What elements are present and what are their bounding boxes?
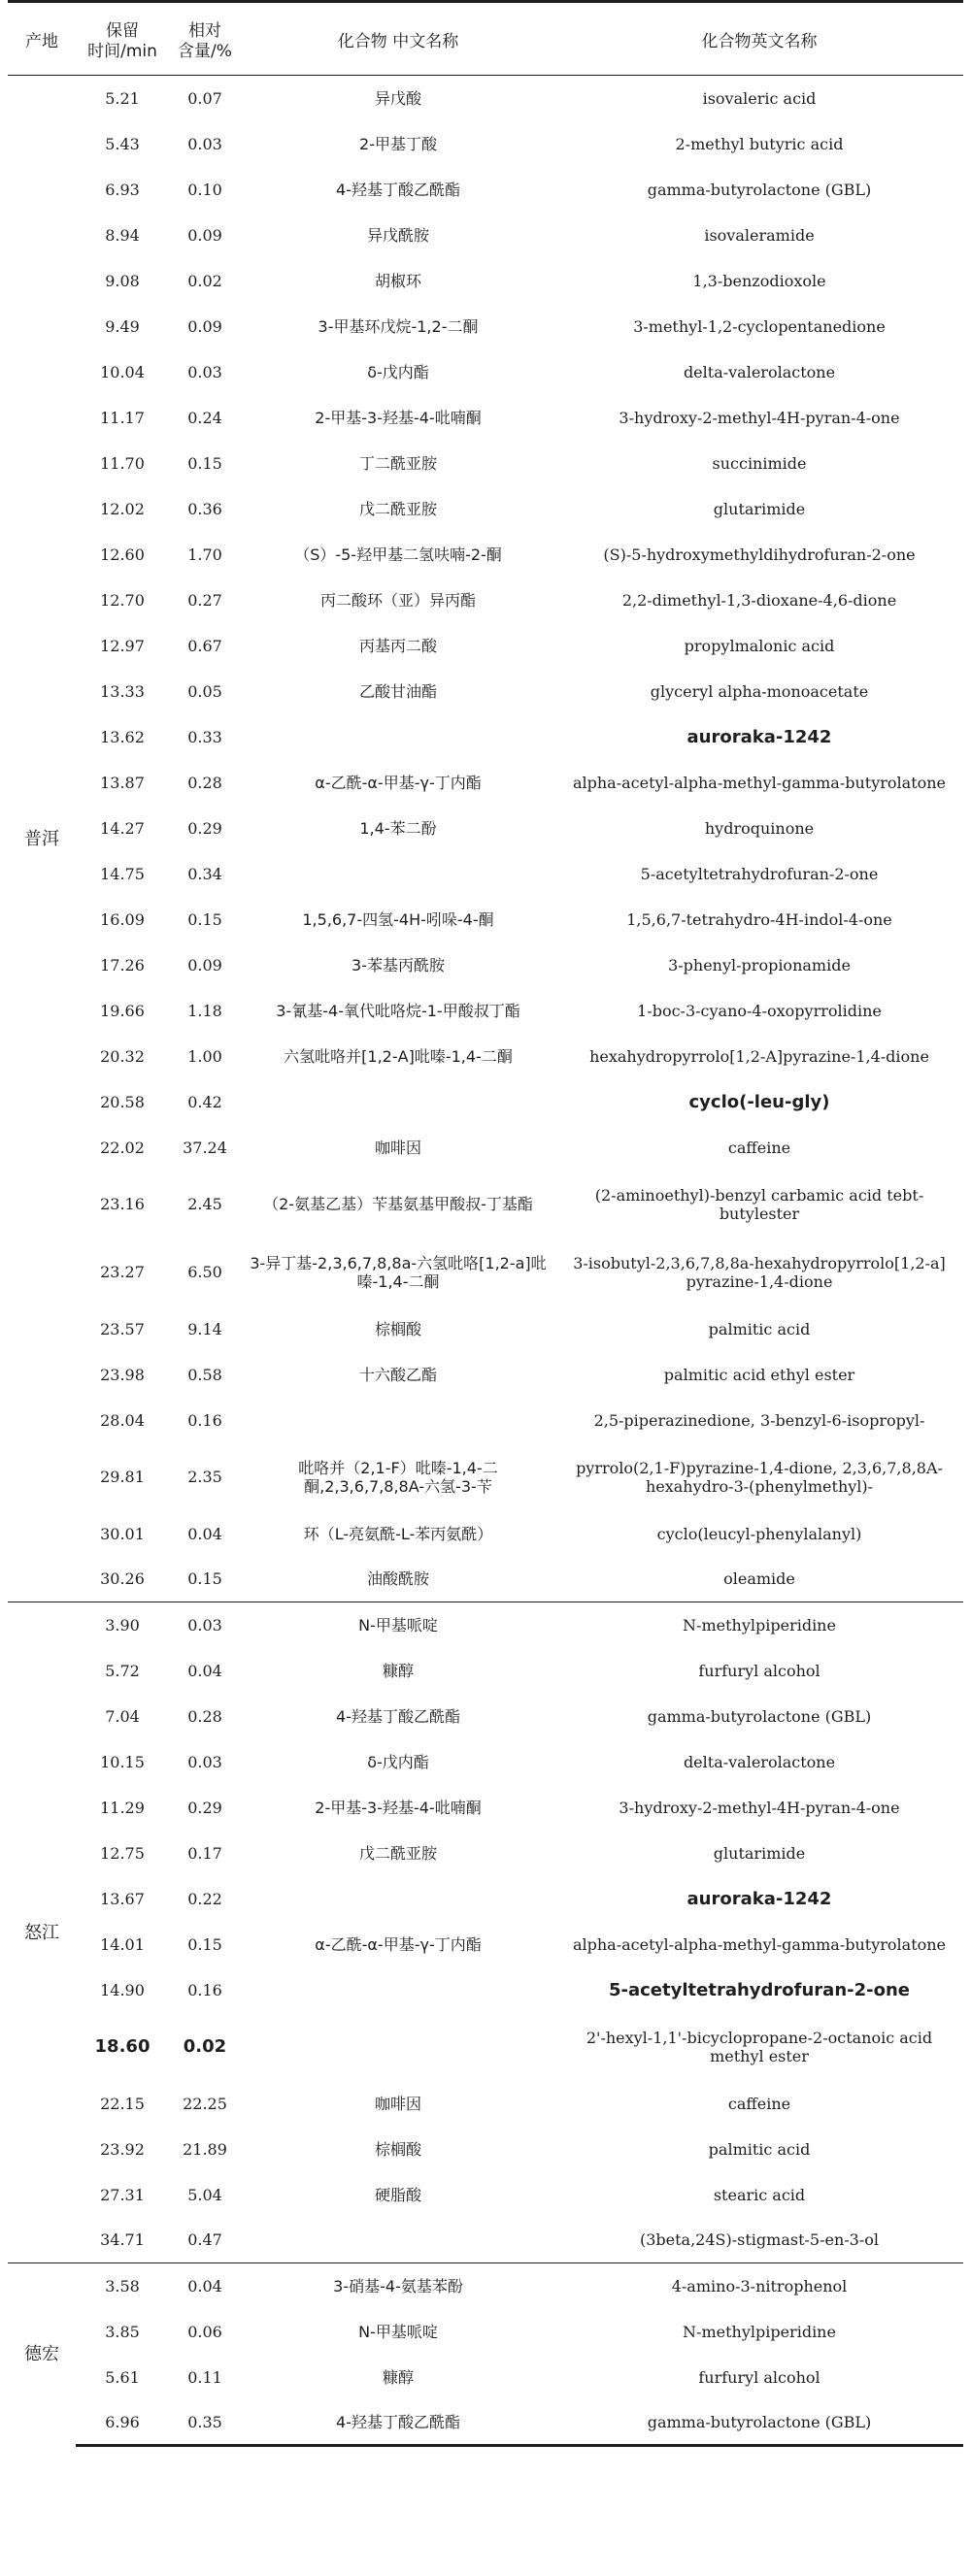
relative-content-cell: 21.89 [183,2139,227,2159]
table-row [8,1306,963,1352]
chinese-name-cell: （2-氨基乙基）苄基氨基甲酸叔-丁基酯 [263,1195,533,1213]
table-row [8,2127,963,2172]
table-row [8,1557,963,1602]
chinese-name-cell: 棕榈酸 [374,1319,421,1338]
relative-content-cell: 0.33 [187,727,222,746]
relative-content-cell: 0.03 [187,1752,222,1771]
chinese-name-cell: 4-羟基丁酸乙酰酯 [336,1706,460,1726]
chinese-name-cell [241,2013,555,2081]
retention-time-cell: 22.02 [100,1138,145,1157]
retention-time-cell: 30.26 [100,1569,145,1589]
english-name-cell: stearic acid [713,2185,806,2204]
retention-time-cell: 3.85 [105,2322,140,2341]
english-name-cell: propylmalonic acid [684,636,835,655]
table-row [8,988,963,1034]
chinese-name-cell: 戊二酰亚胺 [358,1843,437,1863]
header-origin: 产地 [8,9,76,76]
retention-time-cell: 14.90 [100,1980,145,1999]
retention-time-cell: 30.01 [100,1524,145,1543]
chinese-name-cell: 油酸酰胺 [366,1569,429,1589]
english-name-cell: (3beta,24S)-stigmast-5-en-3-ol [639,2230,879,2250]
retention-time-cell: 14.01 [100,1934,145,1954]
retention-time-cell: 13.62 [100,727,145,746]
relative-content-cell: 0.47 [187,2230,222,2250]
table-body [8,76,963,2446]
origin-cell: 怒江 [8,1602,76,2263]
table-row [8,578,963,623]
retention-time-cell: 14.75 [100,864,145,883]
relative-content-cell: 0.02 [183,2036,227,2057]
english-name-cell: auroraka-1242 [686,1888,832,1909]
header-relative-content: 相对 含量/% [169,9,241,76]
english-name-cell: hydroquinone [704,818,815,838]
retention-time-cell: 5.72 [105,1661,140,1680]
relative-content-cell: 0.24 [187,408,222,427]
origin-cell: 德宏 [8,2263,76,2446]
chinese-name-cell: 1,4-苯二酚 [359,818,437,838]
chinese-name-cell: 棕榈酸 [374,2139,421,2159]
chinese-name-cell: 3-硝基-4-氨基苯酚 [241,2263,555,2309]
retention-time-cell: 11.29 [100,1798,145,1817]
retention-time-cell: 7.04 [105,1706,140,1726]
retention-time-cell: 28.04 [100,1410,145,1430]
table-row [8,623,963,669]
chinese-name-cell: 3-苯基丙酰胺 [352,955,445,974]
relative-content-cell: 0.29 [187,818,222,838]
retention-time-cell: 19.66 [100,1001,145,1020]
relative-content-cell: 2.35 [187,1468,222,1486]
chinese-name-cell: 糠醇 [382,2367,414,2387]
table-row [8,258,963,304]
relative-content-cell: 0.09 [187,225,222,245]
english-name-cell: (S)-5-hydroxymethyldihydrofuran-2-one [603,545,916,564]
table-row [8,167,963,213]
retention-time-cell: 10.04 [100,362,145,381]
english-name-cell: delta-valerolactone [683,362,836,381]
english-name-cell: hexahydropyrrolo[1,2-A]pyrazine-1,4-dione [589,1046,929,1066]
retention-time-cell: 10.15 [100,1752,145,1771]
compound-table [8,0,963,2447]
english-name-cell: glutarimide [713,499,806,518]
relative-content-cell: 0.28 [187,773,222,792]
retention-time-cell: 5.43 [105,134,140,153]
retention-time-cell: 23.27 [100,1263,145,1281]
table-row [8,532,963,578]
relative-content-cell: 0.16 [187,1980,222,1999]
relative-content-cell: 0.02 [187,271,222,290]
relative-content-cell: 0.04 [169,2263,241,2309]
table-row [8,1511,963,1557]
english-name-cell: (2-aminoethyl)-benzyl carbamic acid tebt-butylester [594,1185,924,1223]
relative-content-cell: 0.05 [187,681,222,701]
chinese-name-cell: 环（L-亮氨酰-L-苯丙氨酰） [303,1524,493,1543]
relative-content-cell: 0.22 [187,1889,222,1908]
chinese-name-cell: N-甲基哌啶 [358,2322,438,2341]
retention-time-cell: 27.31 [100,2185,145,2204]
english-name-cell: alpha-acetyl-alpha-methyl-gamma-butyrolatone [572,773,947,792]
retention-time-cell: 5.61 [105,2367,140,2387]
retention-time-cell: 22.15 [100,2094,145,2113]
origin-cell: 普洱 [24,828,59,849]
chinese-name-cell: 4-羟基丁酸乙酰酯 [336,180,460,199]
retention-time-cell: 18.60 [94,2036,151,2057]
english-name-cell: furfuryl alcohol [698,1661,820,1680]
chinese-name-cell: N-甲基哌啶 [241,1602,555,1648]
chinese-name-cell: 咖啡因 [374,1138,421,1157]
relative-content-cell: 0.17 [187,1843,222,1863]
chinese-name-cell: （S）-5-羟甲基二氢呋喃-2-酮 [294,545,502,564]
retention-time-cell: 23.98 [100,1365,145,1384]
retention-time-cell: 34.71 [100,2230,145,2250]
english-name-cell: oleamide [723,1569,795,1589]
chinese-name-cell: 2-甲基丁酸 [359,134,437,153]
relative-content-cell: 0.15 [187,1934,222,1954]
retention-time-cell: 23.16 [100,1195,145,1213]
chinese-name-cell [241,1967,555,2013]
relative-content-cell: 0.27 [187,590,222,610]
retention-time-cell: 12.70 [100,590,145,610]
retention-time-cell: 12.97 [100,636,145,655]
chinese-name-cell: 4-羟基丁酸乙酰酯 [241,2400,555,2446]
english-name-cell: 1,3-benzodioxole [692,271,826,290]
table-row [8,486,963,532]
relative-content-cell: 0.04 [187,1661,222,1680]
relative-content-cell: 0.03 [169,1602,241,1648]
chinese-name-cell [241,1079,555,1125]
english-name-cell: 5-acetyltetrahydrofuran-2-one [609,1979,910,2000]
relative-content-cell: 0.09 [187,316,222,336]
retention-time-cell: 23.57 [100,1319,145,1338]
chinese-name-cell [241,1398,555,1443]
table-row [8,304,963,349]
relative-content-cell: 0.09 [187,955,222,974]
relative-content-cell: 22.25 [183,2094,227,2113]
chinese-name-cell: 胡椒环 [374,271,421,290]
chinese-name-cell: 丁二酰亚胺 [358,453,437,473]
chinese-name-cell: 吡咯并（2,1-F）吡嗪-1,4-二酮,2,3,6,7,8,8A-六氢-3-苄 [298,1458,498,1496]
relative-content-cell: 5.04 [187,2185,222,2204]
relative-content-cell: 0.42 [187,1092,222,1111]
table-row [8,1238,963,1306]
relative-content-cell: 0.03 [187,362,222,381]
english-name-cell: glutarimide [713,1843,806,1863]
table-row [8,669,963,714]
table-row [8,760,963,806]
table-row [8,806,963,851]
relative-content-cell: 37.24 [183,1138,227,1157]
english-name-cell: succinimide [712,453,807,473]
relative-content-cell: 0.03 [187,134,222,153]
relative-content-cell: 1.18 [187,1001,222,1020]
chinese-name-cell: 糠醇 [382,1661,414,1680]
table-row [8,2218,963,2263]
table-row [8,1034,963,1079]
chinese-name-cell: 异戊酸 [374,88,421,108]
english-name-cell: 2-methyl butyric acid [675,134,844,153]
table-row [8,1443,963,1511]
retention-time-cell: 8.94 [105,225,140,245]
english-name-cell: 2'-hexyl-1,1'-bicyclopropane-2-octanoic acid methyl ester [586,2028,933,2065]
chinese-name-cell: 硬脂酸 [374,2185,421,2204]
table-row [8,1648,963,1694]
table-row [8,213,963,258]
english-name-cell: furfuryl alcohol [698,2367,820,2387]
table-row [8,942,963,988]
table-row [8,2081,963,2127]
retention-time-cell: 6.96 [76,2400,169,2446]
relative-content-cell: 0.35 [169,2400,241,2446]
relative-content-cell: 6.50 [187,1263,222,1281]
english-name-cell: caffeine [727,1138,791,1157]
english-name-cell: palmitic acid [708,1319,811,1338]
relative-content-cell: 0.16 [187,1410,222,1430]
chinese-name-cell [241,2218,555,2263]
chinese-name-cell: 乙酸甘油酯 [358,681,437,701]
english-name-cell: pyrrolo(2,1-F)pyrazine-1,4-dione, 2,3,6,7,8,8A-hexahydro-3-(phenylmethyl)- [576,1458,943,1496]
chinese-name-cell: 丙二酸环（亚）异丙酯 [319,590,476,610]
retention-time-cell: 12.75 [100,1843,145,1863]
table-row [8,851,963,897]
table-row [8,2400,963,2446]
relative-content-cell: 0.58 [187,1365,222,1384]
retention-time-cell: 13.87 [100,773,145,792]
table-row [8,2263,963,2309]
retention-time-cell: 3.58 [76,2263,169,2309]
english-name-cell: 1-boc-3-cyano-4-oxopyrrolidine [637,1001,882,1020]
english-name-cell: 2,5-piperazinedione, 3-benzyl-6-isopropyl- [593,1410,925,1430]
retention-time-cell: 13.67 [100,1889,145,1908]
table-row [8,1398,963,1443]
table-row [8,897,963,942]
chinese-name-cell: 戊二酰亚胺 [358,499,437,518]
table-row [8,1694,963,1739]
chinese-name-cell: 十六酸乙酯 [358,1365,437,1384]
chinese-name-cell: 2-甲基-3-羟基-4-吡喃酮 [315,1798,482,1817]
english-name-cell: 3-phenyl-propionamide [668,955,851,974]
retention-time-cell: 17.26 [100,955,145,974]
chinese-name-cell: 咖啡因 [374,2094,421,2113]
table-row [8,2172,963,2218]
relative-content-cell: 0.29 [187,1798,222,1817]
table-row [8,1739,963,1785]
relative-content-cell: 0.11 [187,2367,222,2387]
english-name-cell: cyclo(leucyl-phenylalanyl) [656,1524,862,1543]
relative-content-cell: 2.45 [187,1195,222,1213]
table-row [8,1125,963,1171]
english-name-cell: 1,5,6,7-tetrahydro-4H-indol-4-one [626,909,892,929]
english-name-cell: isovaleramide [704,225,815,245]
english-name-cell: cyclo(-leu-gly) [688,1091,830,1112]
retention-time-cell: 5.21 [105,88,140,108]
english-name-cell: palmitic acid ethyl ester [663,1365,855,1384]
table-row [8,1602,963,1648]
table-row [8,1967,963,2013]
retention-time-cell: 3.90 [76,1602,169,1648]
relative-content-cell: 0.06 [187,2322,222,2341]
table-row [8,2013,963,2081]
chinese-name-cell: δ-戊内酯 [367,1752,429,1771]
english-name-cell: 2,2-dimethyl-1,3-dioxane-4,6-dione [621,590,897,610]
english-name-cell: 4-amino-3-nitrophenol [555,2263,963,2309]
chinese-name-cell: 1,5,6,7-四氢-4H-吲哚-4-酮 [302,909,494,929]
english-name-cell: gamma-butyrolactone (GBL) [555,2400,963,2446]
table-row [8,1079,963,1125]
chinese-name-cell: α-乙酰-α-甲基-γ-丁内酯 [315,1934,482,1954]
relative-content-cell: 0.15 [187,453,222,473]
table-header [8,2,963,76]
retention-time-cell: 11.17 [100,408,145,427]
header-chinese-name: 化合物 中文名称 [241,9,555,76]
table-row [8,441,963,486]
chinese-name-cell: 六氢吡咯并[1,2-A]吡嗪-1,4-二酮 [284,1046,513,1066]
retention-time-cell: 9.08 [105,271,140,290]
english-name-cell: 5-acetyltetrahydrofuran-2-one [640,864,879,883]
english-name-cell: palmitic acid [708,2139,811,2159]
chinese-name-cell: δ-戊内酯 [367,362,429,381]
chinese-name-cell [241,851,555,897]
relative-content-cell: 0.36 [187,499,222,518]
relative-content-cell: 0.07 [187,88,222,108]
english-name-cell: 3-hydroxy-2-methyl-4H-pyran-4-one [619,408,900,427]
retention-time-cell: 13.33 [100,681,145,701]
chinese-name-cell: 2-甲基-3-羟基-4-吡喃酮 [315,408,482,427]
retention-time-cell: 29.81 [100,1468,145,1486]
chinese-name-cell: 丙基丙二酸 [358,636,437,655]
retention-time-cell: 16.09 [100,909,145,929]
table-row [8,2309,963,2355]
english-name-cell: alpha-acetyl-alpha-methyl-gamma-butyrolatone [572,1934,947,1954]
retention-time-cell: 9.49 [105,316,140,336]
relative-content-cell: 0.10 [187,180,222,199]
chinese-name-cell: α-乙酰-α-甲基-γ-丁内酯 [315,773,482,792]
relative-content-cell: 0.15 [187,909,222,929]
retention-time-cell: 20.58 [100,1092,145,1111]
relative-content-cell: 9.14 [187,1319,222,1338]
relative-content-cell: 1.00 [187,1046,222,1066]
english-name-cell: delta-valerolactone [683,1752,836,1771]
table-row [8,1785,963,1831]
chinese-name-cell: 3-氰基-4-氧代吡咯烷-1-甲酸叔丁酯 [276,1001,520,1020]
english-name-cell: 3-methyl-1,2-cyclopentanedione [633,316,886,336]
table-row [8,2355,963,2400]
table-row [8,1876,963,1922]
relative-content-cell: 0.34 [187,864,222,883]
english-name-cell: isovaleric acid [702,88,817,108]
table-row [8,1831,963,1876]
table-row [8,1352,963,1398]
table-row [8,76,963,121]
chinese-name-cell: 异戊酰胺 [366,225,429,245]
relative-content-cell: 0.04 [187,1524,222,1543]
english-name-cell: glyceryl alpha-monoacetate [650,681,869,701]
table-row [8,1171,963,1238]
relative-content-cell: 0.67 [187,636,222,655]
english-name-cell: auroraka-1242 [686,726,832,747]
english-name-cell: N-methylpiperidine [555,1602,963,1648]
retention-time-cell: 20.32 [100,1046,145,1066]
retention-time-cell: 6.93 [105,180,140,199]
relative-content-cell: 0.28 [187,1706,222,1726]
chinese-name-cell: 3-异丁基-2,3,6,7,8,8a-六氢吡咯[1,2-a]吡嗪-1,4-二酮 [250,1253,547,1291]
english-name-cell: caffeine [727,2094,791,2113]
english-name-cell: 3-isobutyl-2,3,6,7,8,8a-hexahydropyrrolo[1,2-a] pyrazine-1,4-dione [573,1253,946,1291]
chinese-name-cell [241,1876,555,1922]
chinese-name-cell: 3-甲基环戊烷-1,2-二酮 [318,316,479,336]
retention-time-cell: 12.60 [100,545,145,564]
retention-time-cell: 11.70 [100,453,145,473]
table-row [8,121,963,167]
retention-time-cell: 23.92 [100,2139,145,2159]
english-name-cell: N-methylpiperidine [683,2322,836,2341]
header-english-name: 化合物英文名称 [555,9,963,76]
english-name-cell: gamma-butyrolactone (GBL) [647,180,872,199]
table-row [8,349,963,395]
retention-time-cell: 12.02 [100,499,145,518]
table-row [8,1922,963,1967]
retention-time-cell: 14.27 [100,818,145,838]
english-name-cell: gamma-butyrolactone (GBL) [647,1706,872,1726]
table-row [8,395,963,441]
header-retention-time: 保留 时间/min [76,9,169,76]
table-row [8,714,963,760]
english-name-cell: 3-hydroxy-2-methyl-4H-pyran-4-one [619,1798,900,1817]
chinese-name-cell [241,714,555,760]
relative-content-cell: 1.70 [187,545,222,564]
relative-content-cell: 0.15 [187,1569,222,1589]
